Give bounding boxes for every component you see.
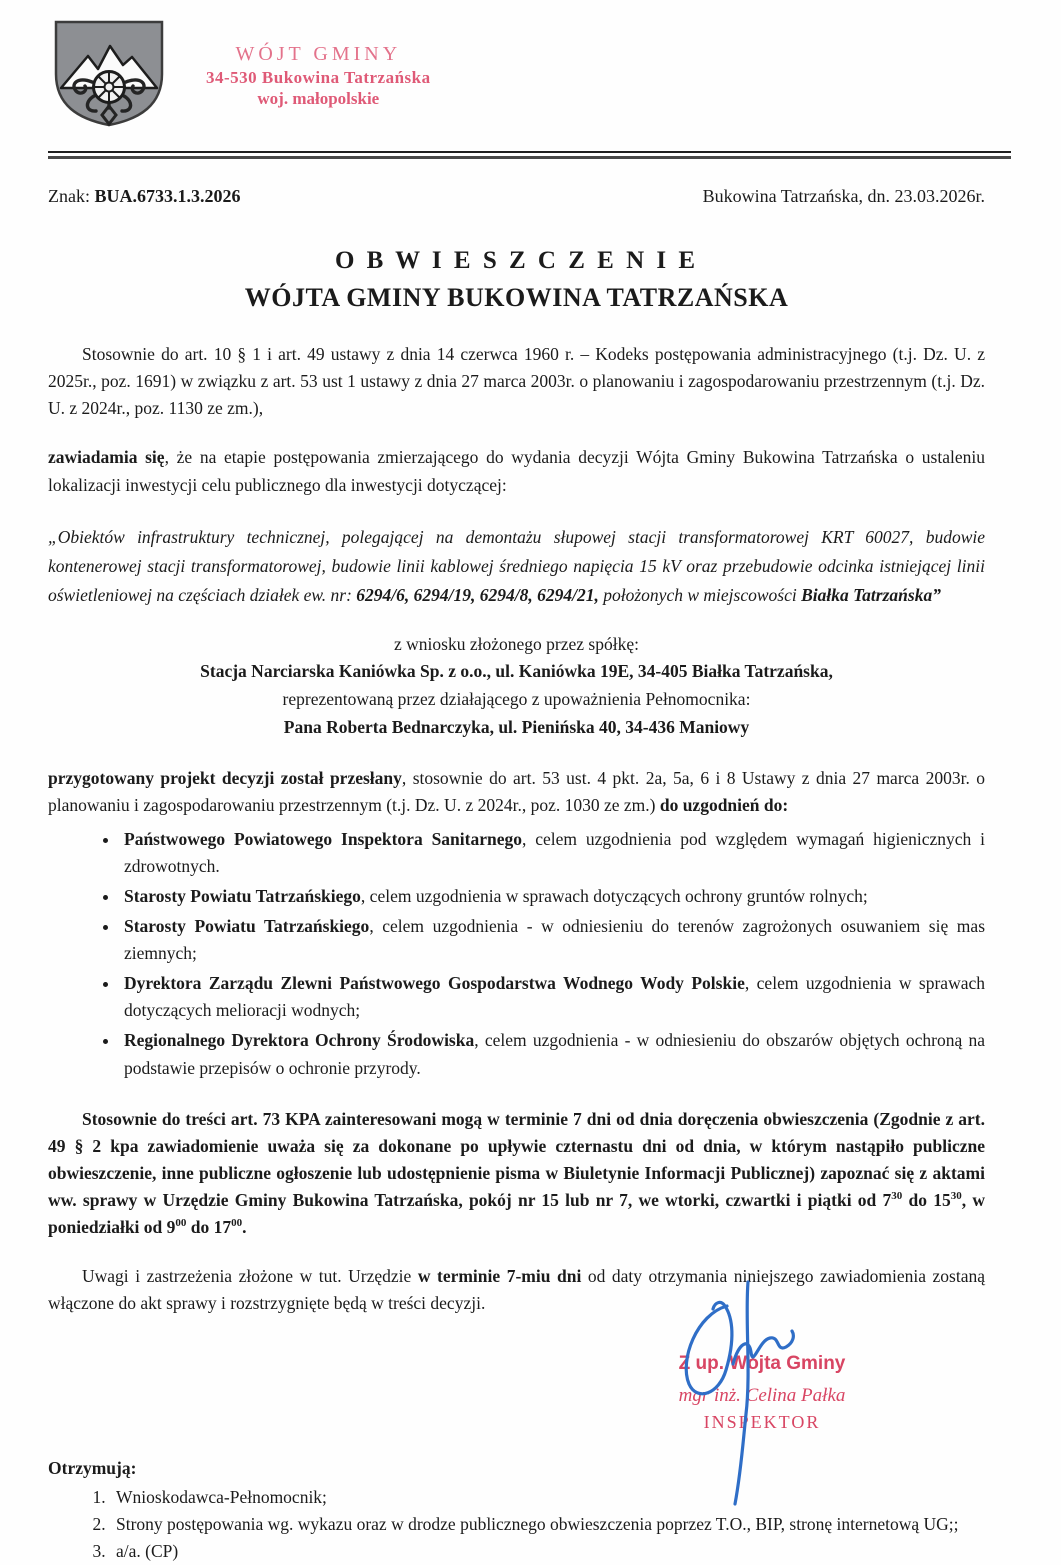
letterhead (48, 16, 985, 135)
meta-row (48, 186, 985, 207)
paragraph-legal-basis: Stosownie do art. 10 § 1 i art. 49 ustawy z dnia 14 czerwca 1960 r. – Kodeks postępowania administracyjnego (t.j. Dz. U. z 2025r., poz. 1691) w związku z art. 53 ust 1 ustawy z dnia 27 marca 2003r. o planowaniu i zagospodarowaniu przestrzennym (t.j. Dz. U. z 2024r., poz. 1130 ze zm.), (48, 344, 985, 419)
case-number (48, 186, 241, 207)
document-title (48, 247, 985, 313)
signer-authorization: Z up. Wójta Gminy (678, 1352, 846, 1374)
paragraph-remarks: Uwagi i zastrzeżenia złożone w tut. Urzędzie w terminie 7-miu dni od daty otrzymania niniejszego zawiadomienia zostaną włączone do akt sprawy i rozstrzygnięte będą w treści decyzji. (48, 1266, 985, 1314)
case-number-label: Znak: (48, 186, 95, 206)
paragraph-investment-description: „Obiektów infrastruktury technicznej, polegającej na demontażu słupowej stacji transformatorowej KRT 60027, budowie kontenerowej stacji transformatorowej, budowie linii kablowej średniego napięcia 15 kV oraz przebudowie odcinka istniejącej linii oświetleniowej na częściach działek ew. nr: 6294/6, 6294/19, 6294/8, 6294/21, położonych w miejscowości Białka Tatrzańska” (48, 526, 985, 606)
office-stamp (206, 42, 431, 110)
paragraph-notification: zawiadamia się, że na etapie postępowania zmierzającego do wydania decyzji Wójta Gminy Bukowina Tatrzańska o ustaleniu lokalizacji inwestycji celu publicznego dla inwestycji dotyczącej: (48, 447, 985, 495)
list-item: • Dyrektora Zarządu Zlewni Państwowego Gospodarstwa Wodnego Wody Polskie, celem uzgodnienia w sprawach dotyczących melioracji wodnych; (120, 970, 985, 1024)
list-item: 1. Wnioskodawca-Pełnomocnik; (110, 1485, 985, 1510)
list-item: • Starosty Powiatu Tatrzańskiego, celem uzgodnienia - w odniesieniu do terenów zagrożonych osuwaniem się mas ziemnych; (120, 913, 985, 967)
signature-area (48, 1322, 985, 1450)
list-item: • Regionalnego Dyrektora Ochrony Środowiska, celem uzgodnienia - w odniesieniu do obszarów objętych ochroną na podstawie przepisów o ochronie przyrody. (120, 1027, 985, 1081)
applicant-proxy: Pana Roberta Bednarczyka, ul. Pienińska 40, 34-436 Maniowy (283, 716, 750, 737)
signer-position: INSPEKTOR (703, 1411, 821, 1432)
applicant-representation: reprezentowaną przez działającego z upoważnienia Pełnomocnika: (282, 689, 751, 710)
applicant-company: Stacja Narciarska Kaniówka Sp. z o.o., ul. Kaniówka 19E, 34-405 Białka Tatrzańska, (200, 661, 833, 682)
distribution-list (48, 1485, 985, 1565)
place-and-date: Bukowina Tatrzańska, dn. 23.03.2026r. (702, 186, 985, 206)
office-stamp-voivodeship: woj. małopolskie (257, 89, 380, 108)
applicant-block (48, 631, 985, 742)
office-stamp-title: WÓJT GMINY (235, 42, 402, 65)
title-line-1: O B W I E S Z C Z E N I E (334, 247, 699, 274)
list-item: • Państwowego Powiatowego Inspektora Sanitarnego, celem uzgodnienia pod względem wymagań higienicznych i zdrowotnych. (120, 826, 985, 880)
approvals-list (48, 826, 985, 1082)
case-number-value: BUA.6733.1.3.2026 (94, 186, 241, 206)
distribution-heading: Otrzymują: (48, 1457, 137, 1478)
signer-name: mgr inż. Celina Pałka (678, 1385, 846, 1407)
paragraph-kpa-access: Stosownie do treści art. 73 KPA zainteresowani mogą w terminie 7 dni od dnia doręczenia obwieszczenia (Zgodnie z art. 49 § 2 kpa zawiadomienie uważa się za dokonane po upływie czternastu dni od dnia, w którym nastąpiło publiczne obwieszczenie, inne publiczne ogłoszenie lub udostępnienie pisma w Biuletynie Informacji Publicznej) zapoznać się z aktami ww. sprawy w Urzędzie Gminy Bukowina Tatrzańska, pokój nr 15 lub nr 7, we wtorki, czwartki i piątki od $7^{30}$ do $15^{30}$, w poniedziałki od $9^{00}$ do $17^{00}$. (48, 1108, 985, 1238)
paragraph-draft-decision: przygotowany projekt decyzji został przesłany, stosownie do art. 53 ust. 4 pkt. 2a, 5a, 6 i 8 Ustawy z dnia 27 marca 2003r. o planowaniu i zagospodarowaniu przestrzennym (t.j. Dz. U. z 2024r., poz. 1030 ze zm.) do uzgodnień do: (48, 768, 985, 816)
list-item: 3. a/a. (CP) (110, 1539, 985, 1564)
coat-of-arms-icon (48, 16, 170, 135)
signer-stamp (597, 1352, 927, 1435)
header-divider (48, 151, 1011, 162)
applicant-intro: z wniosku złożonego przez spółkę: (394, 633, 639, 654)
office-stamp-address: 34-530 Bukowina Tatrzańska (206, 67, 431, 87)
title-line-2: WÓJTA GMINY BUKOWINA TATRZAŃSKA (244, 283, 789, 312)
list-item: • Starosty Powiatu Tatrzańskiego, celem uzgodnienia w sprawach dotyczących ochrony gruntów rolnych; (120, 883, 985, 910)
list-item: 2. Strony postępowania wg. wykazu oraz w drodze publicznego obwieszczenia poprzez T.O., BIP, stronę internetową UG;; (110, 1512, 985, 1537)
distribution-section (48, 1458, 985, 1565)
